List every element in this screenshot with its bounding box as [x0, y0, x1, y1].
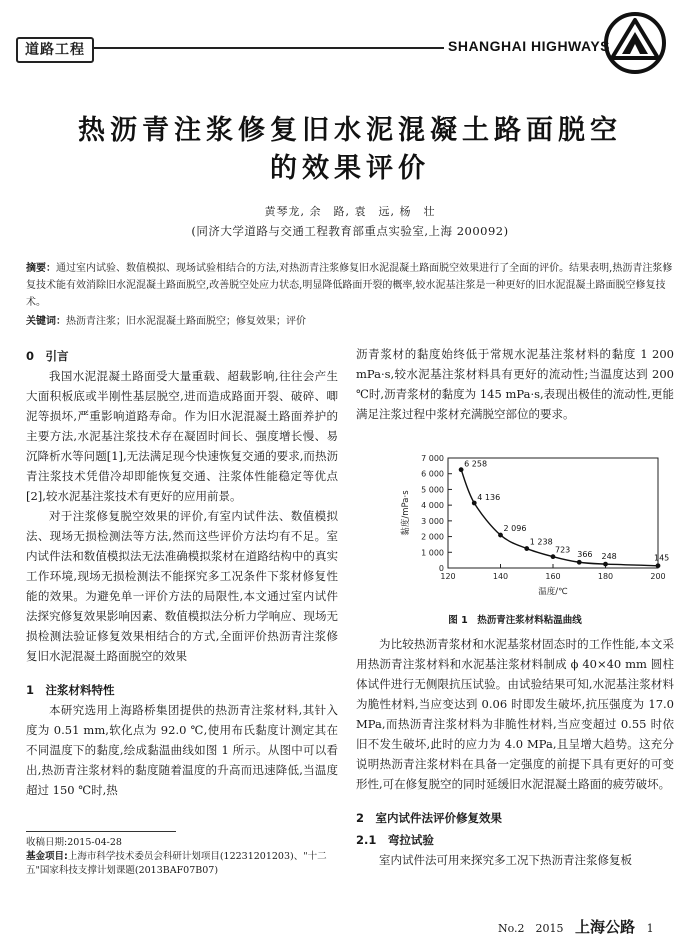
data-point	[498, 533, 503, 538]
y-tick-label: 0	[438, 564, 444, 573]
data-point	[459, 467, 464, 472]
authors: 黄琴龙, 余 路, 袁 远, 杨 壮	[264, 205, 436, 218]
intro-paragraph-2: 对于注浆修复脱空效果的评价,有室内试件法、数值模拟法、现场无损检测法等方法,然而这些评价方法均有不足。室内试件法和数值模拟法无法准确模拟浆材在道路结构中的真实工作环境,现场无损检测法不能探究多工况条件下浆材修复性能的效果。为避免单一评价方法的局限性,本文通过室内试件法探究修复效果影响因素、数值模拟法分析力学响应、现场无损检测法验证修复效果相结合的方式,全面评价热沥青注浆修复旧水泥混凝土路面脱空的效果	[26, 509, 338, 663]
data-point	[577, 560, 582, 565]
journal-brand: SHANGHAI HIGHWAYS	[448, 38, 611, 54]
data-point	[656, 563, 661, 568]
data-point	[472, 501, 477, 506]
data-point	[551, 554, 556, 559]
issue-number: No.2 2015	[498, 922, 564, 935]
x-tick-label: 120	[440, 572, 456, 581]
x-tick-label: 200	[650, 572, 666, 581]
section-badge: 道路工程	[16, 37, 94, 63]
y-tick-label: 7 000	[421, 454, 444, 463]
keywords-label: 关键词：	[26, 316, 66, 327]
data-label: 248	[601, 552, 617, 562]
paper-title-line1: 热沥青注浆修复旧水泥混凝土路面脱空	[78, 115, 622, 146]
abstract	[26, 260, 674, 311]
y-tick-label: 3 000	[421, 516, 444, 526]
data-label: 2 096	[503, 524, 527, 534]
x-tick-label: 140	[492, 572, 509, 581]
section-0-heading: 0 引言	[26, 349, 69, 363]
x-tick-label: 160	[545, 572, 561, 581]
right-paragraph-2: 为比较热沥青浆材和水泥基浆材固态时的工作性能,本文采用热沥青注浆材料和水泥基注浆材料制成 ϕ 40×40 mm 圆柱体试件进行无侧限抗压试验。由试验结果可知,水泥基注浆材料为脆性材料,当应变达到 0.06 时即发生破坏,抗压强度为 17.0 MPa,而热沥青注浆材料为非脆性材料,当应变超过 0.55 时依旧不发生破坏,此时的应力为 4.0 MPa,且呈增大趋势。这充分说明热沥青注浆材料在具备一定强度的前提下具有更好的可变形性,可在修复脱空的同时延缓旧水泥混凝土路面的疲劳破坏。	[356, 637, 674, 791]
page-number: 1	[646, 922, 654, 935]
right-paragraph-3: 室内试件法可用来探究多工况下热沥青注浆修复板	[379, 853, 632, 867]
data-point	[524, 546, 529, 551]
x-axis-label: 温度/℃	[538, 587, 568, 597]
data-label: 1 238	[529, 537, 553, 547]
data-label: 145	[654, 553, 670, 563]
data-label: 723	[555, 545, 571, 555]
data-label: 4 136	[477, 493, 501, 503]
journal-logo-icon	[600, 10, 670, 76]
keywords-text: 热沥青注浆；旧水泥混凝土路面脱空；修复效果；评价	[66, 316, 306, 327]
page-footer	[498, 916, 654, 937]
affiliation: (同济大学道路与交通工程教育部重点实验室,上海 200092)	[191, 224, 509, 238]
y-tick-label: 2 000	[421, 532, 444, 542]
intro-paragraph-1: 我国水泥混凝土路面受大量重载、超载影响,往往会产生大面积板底或半刚性基层脱空,进而造成路面开裂、破碎、唧泥等损坏,严重影响道路寿命。作为旧水泥混凝土路面养护的主要方法,水泥基注浆技术存在凝固时间长、强度增长慢、易沉降析水等问题[1],无法满足现今快速恢复交通的要求,而热沥青注浆技术凭借冷却即能恢复交通、注浆体性能稳定等优点[2],较水泥基注浆技术有更好的应用前景。	[26, 369, 338, 503]
y-axis-label: 黏度/mPa·s	[401, 490, 411, 536]
data-label: 6 258	[464, 459, 488, 469]
abstract-label: 摘要：	[26, 263, 56, 274]
figure-caption: 图 1 热沥青注浆材料粘温曲线	[448, 615, 582, 626]
footnote	[26, 836, 338, 878]
data-label: 366	[577, 550, 593, 560]
fund-label: 基金项目:	[26, 851, 68, 862]
y-tick-label: 1 000	[421, 548, 444, 558]
section-2-heading: 2 室内试件法评价修复效果	[356, 811, 503, 825]
footnote-rule	[26, 831, 176, 832]
x-tick-label: 180	[597, 572, 614, 581]
header-rule	[92, 47, 444, 49]
section-1-heading: 1 注浆材料特性	[26, 683, 115, 697]
left-column	[26, 346, 338, 800]
abstract-text: 通过室内试验、数值模拟、现场试验相结合的方法,对热沥青注浆修复旧水泥混凝土路面脱空效果进行了全面的评价。结果表明,热沥青注浆修复技术能有效消除旧水泥混凝土路面脱空,改善脱空处应力状态,明显降低路面开裂的概率,较水泥基注浆是一种更好的旧水泥混凝土路面脱空修复技术。	[26, 263, 673, 308]
material-paragraph: 本研究选用上海路桥集团提供的热沥青注浆材料,其针入度为 0.51 mm,软化点为 92.0 ℃,使用布氏黏度计测定其在不同温度下的黏度,绘成黏温曲线如图 1 所示。从图中可以看出,热沥青注浆材料的黏度随着温度的升高而迅速降低,当温度超过 150 ℃时,热	[26, 703, 338, 797]
y-tick-label: 5 000	[421, 485, 444, 495]
fund-text: 上海市科学技术委员会科研计划项目(12231201203)、"十二五"国家科技支撑计划课题(2013BAF07B07)	[26, 851, 327, 876]
plot-frame	[448, 458, 658, 568]
viscosity-temperature-chart	[356, 450, 674, 598]
y-tick-label: 4 000	[421, 501, 444, 511]
data-point	[603, 562, 608, 567]
paper-title-line2: 的效果评价	[270, 153, 430, 184]
right-paragraph-1: 沥青浆材的黏度始终低于常规水泥基注浆材料的黏度 1 200 mPa·s,较水泥基注浆材料具有更好的流动性;当温度达到 200 ℃时,沥青浆材的黏度为 145 mPa·s,表现出极佳的流动性,更能满足注浆过程中浆材充满脱空部位的要求。	[356, 347, 674, 421]
y-tick-label: 6 000	[421, 469, 444, 479]
keywords	[26, 313, 674, 330]
right-column-bottom	[356, 634, 674, 870]
section-2-1-heading: 2.1 弯拉试验	[356, 833, 434, 847]
received-date: 收稿日期:2015-04-28	[26, 837, 122, 848]
right-column-top	[356, 344, 674, 424]
journal-name: 上海公路	[575, 918, 636, 936]
